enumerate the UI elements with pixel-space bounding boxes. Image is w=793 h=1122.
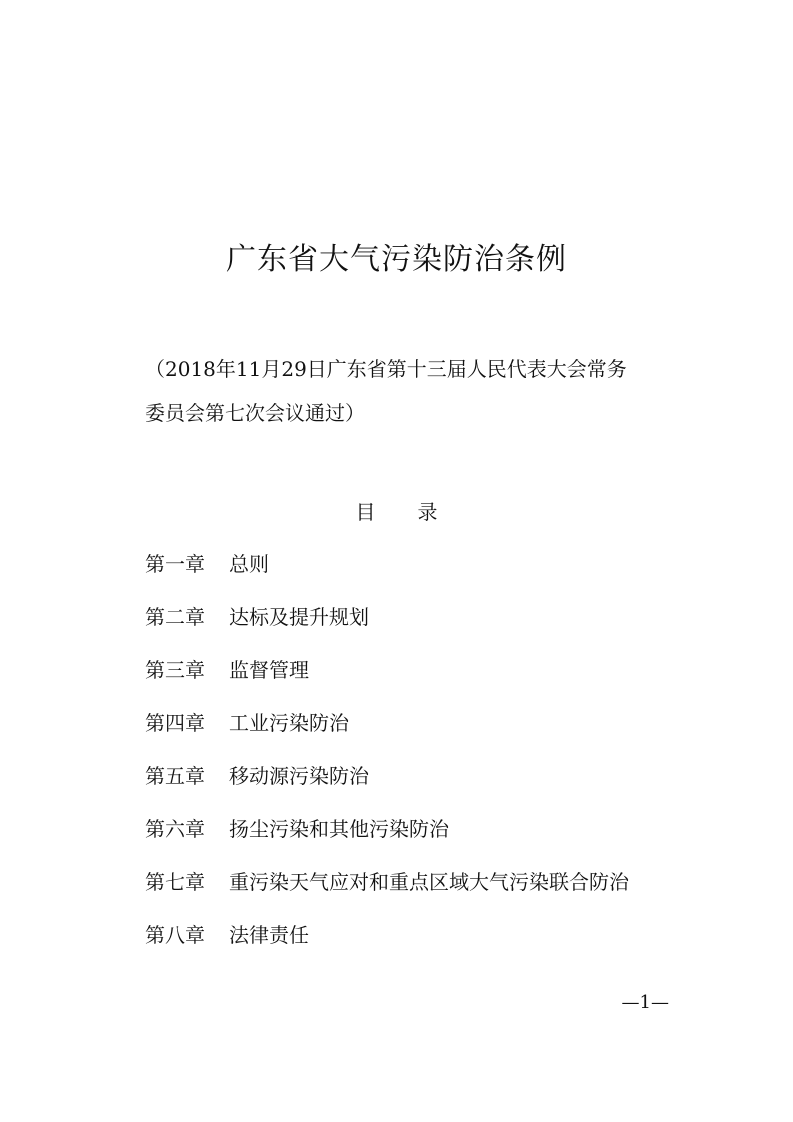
toc-chapter-title: 总则 [229,552,269,576]
adoption-note-line-2: 委员会第七次会议通过） [145,401,365,425]
toc-heading-left: 目 [355,500,376,524]
toc-item-chapter-4 [145,705,705,758]
document-title: 广东省大气污染防治条例 [226,242,567,277]
toc-chapter-number: 第六章 [145,817,205,841]
toc-heading-right: 录 [417,500,438,524]
toc-chapter-title: 达标及提升规划 [229,605,369,629]
adoption-note [145,347,665,435]
toc-chapter-title: 工业污染防治 [229,711,349,735]
toc-item-chapter-1 [145,546,705,599]
toc-chapter-number: 第五章 [145,764,205,788]
toc-chapter-number: 第二章 [145,605,205,629]
toc-item-chapter-5 [145,758,705,811]
toc-chapter-title: 监督管理 [229,658,309,682]
adoption-note-line-1: （2018年11月29日广东省第十三届人民代表大会常务 [145,357,627,381]
toc-item-chapter-6 [145,811,705,864]
toc-chapter-number: 第八章 [145,923,205,947]
toc-chapter-title: 重污染天气应对和重点区域大气污染联合防治 [229,870,629,894]
toc-heading [0,494,793,530]
toc-chapter-number: 第一章 [145,552,205,576]
table-of-contents [145,546,705,970]
page-number: —1— [621,992,669,1013]
toc-chapter-title: 法律责任 [229,923,309,947]
toc-item-chapter-7 [145,864,705,917]
toc-chapter-title: 移动源污染防治 [229,764,369,788]
toc-item-chapter-8 [145,917,705,970]
toc-chapter-title: 扬尘污染和其他污染防治 [229,817,449,841]
toc-item-chapter-3 [145,652,705,705]
toc-item-chapter-2 [145,599,705,652]
toc-chapter-number: 第七章 [145,870,205,894]
toc-chapter-number: 第三章 [145,658,205,682]
toc-chapter-number: 第四章 [145,711,205,735]
